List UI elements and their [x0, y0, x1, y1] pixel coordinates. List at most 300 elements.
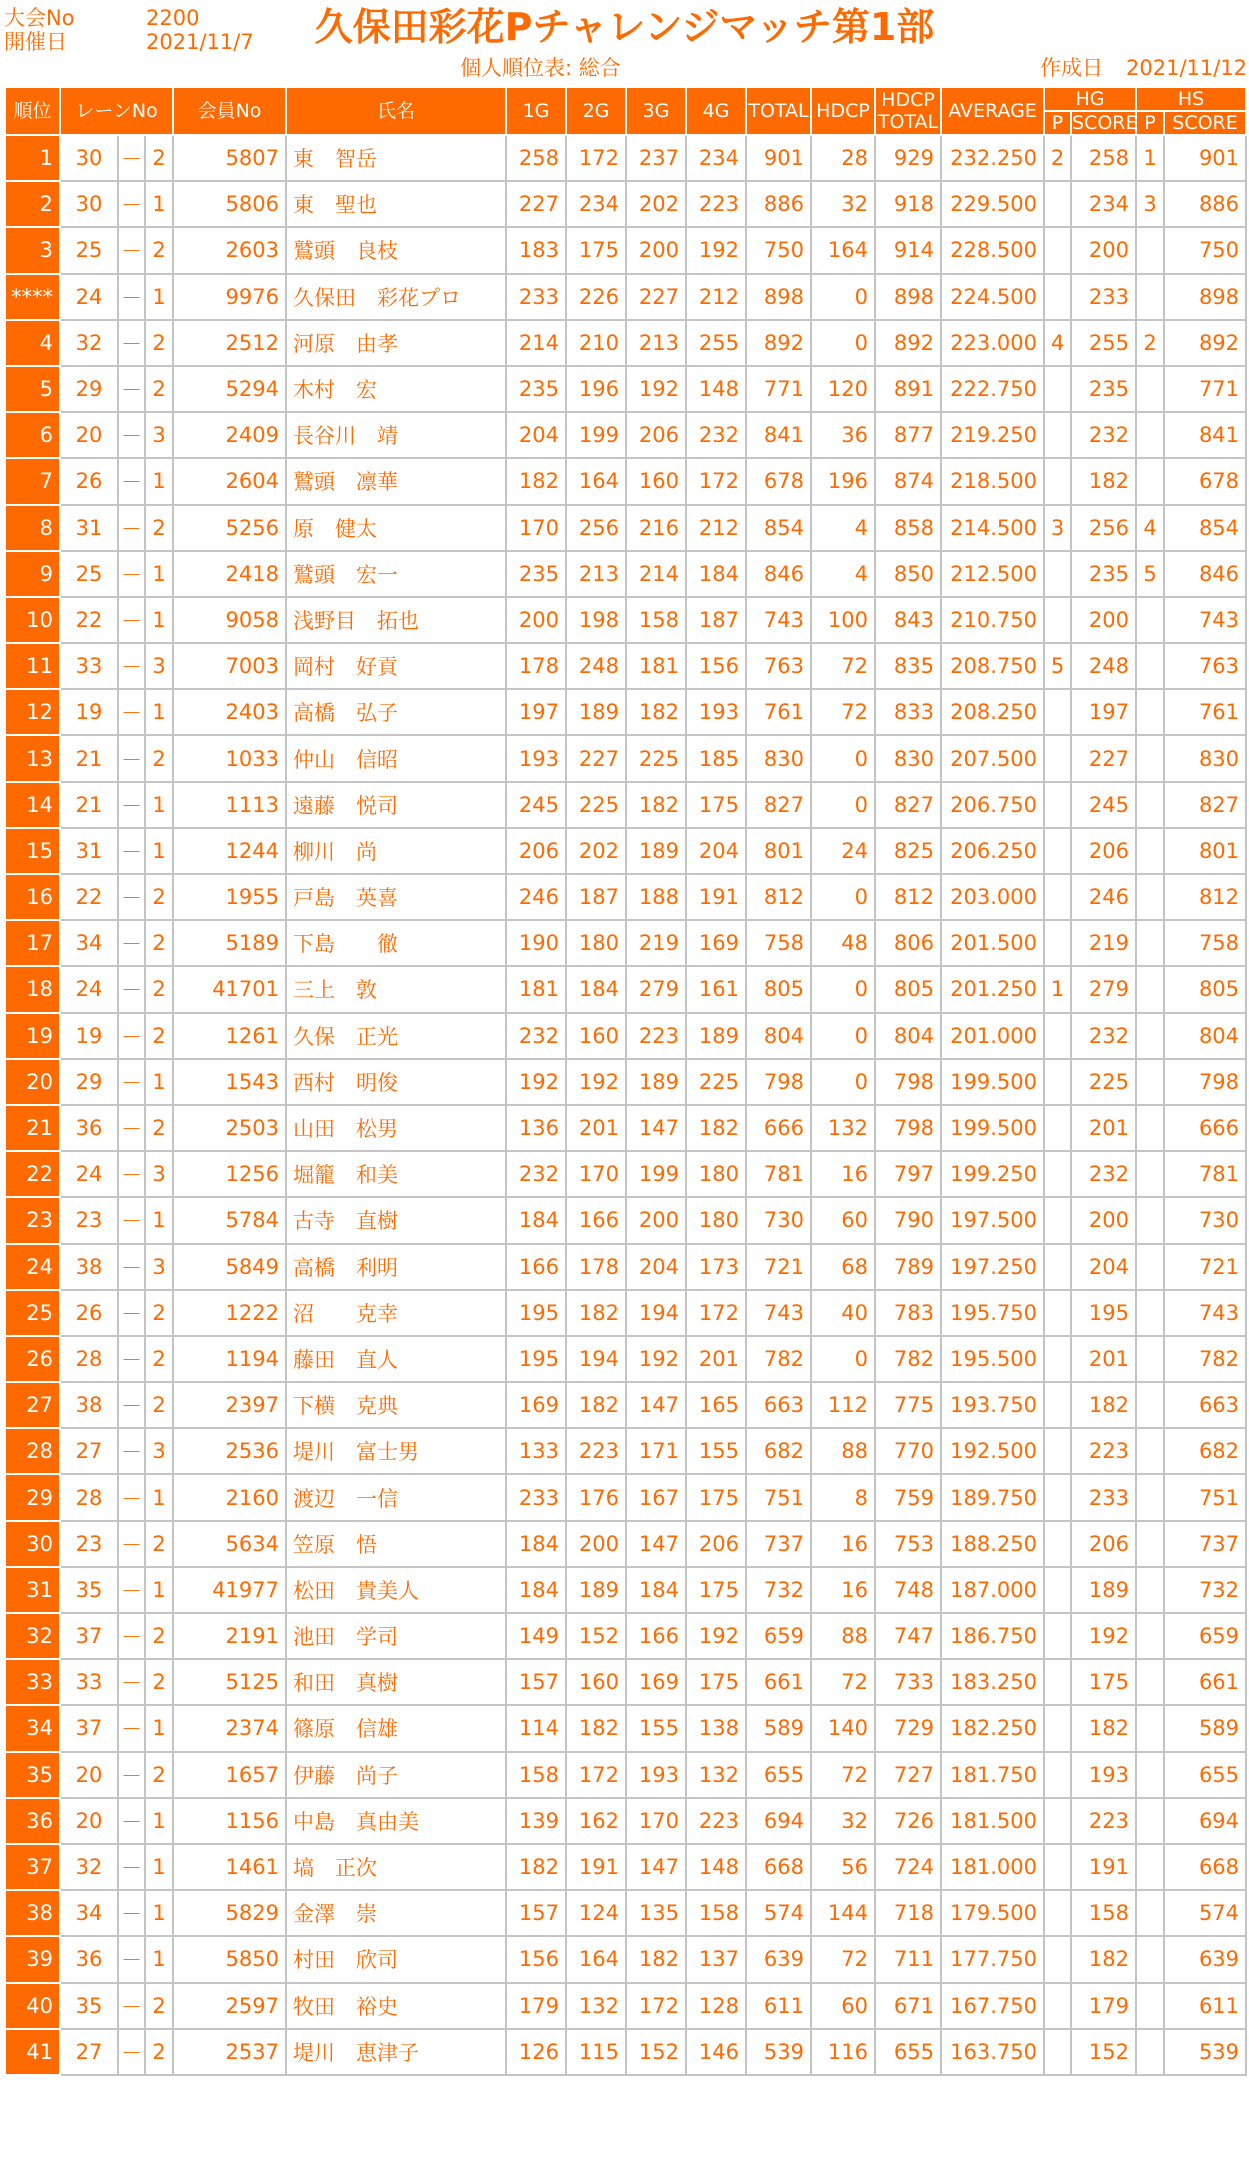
hs-score-cell: 801 [1164, 828, 1246, 874]
lane-cell: 34 [60, 920, 118, 966]
game2-cell: 194 [566, 1336, 626, 1382]
hs-score-cell: 761 [1164, 689, 1246, 735]
rank-cell: 11 [5, 643, 60, 689]
hs-score-cell: 678 [1164, 458, 1246, 504]
table-row [5, 1382, 1246, 1428]
game4-cell: 191 [686, 874, 746, 920]
average-cell: 223.000 [941, 320, 1044, 366]
game3-cell: 204 [626, 1244, 686, 1290]
col-game4: 4G [686, 87, 746, 135]
hg-place-cell [1044, 1290, 1071, 1336]
player-name-cell: 柳川 尚 [286, 828, 506, 874]
hs-score-cell: 611 [1164, 1983, 1246, 2029]
rank-cell: 23 [5, 1197, 60, 1243]
member-no-cell: 5294 [173, 366, 286, 412]
total-cell: 751 [746, 1474, 811, 1520]
total-cell: 761 [746, 689, 811, 735]
hg-place-cell [1044, 782, 1071, 828]
average-cell: 192.500 [941, 1428, 1044, 1474]
average-cell: 201.250 [941, 966, 1044, 1012]
lane-dash: － [118, 1013, 145, 1059]
average-cell: 212.500 [941, 551, 1044, 597]
rank-cell: 27 [5, 1382, 60, 1428]
hg-score-cell: 256 [1071, 505, 1136, 551]
hdcp-total-cell: 789 [875, 1244, 941, 1290]
game4-cell: 128 [686, 1983, 746, 2029]
game1-cell: 170 [506, 505, 566, 551]
rank-cell: 20 [5, 1059, 60, 1105]
lane-cell: 26 [60, 458, 118, 504]
game4-cell: 132 [686, 1752, 746, 1798]
hg-score-cell: 200 [1071, 1197, 1136, 1243]
player-name-cell: 鷲頭 凛華 [286, 458, 506, 504]
average-cell: 177.750 [941, 1936, 1044, 1982]
rank-cell: 3 [5, 227, 60, 273]
player-name-cell: 牧田 裕史 [286, 1983, 506, 2029]
member-no-cell: 1194 [173, 1336, 286, 1382]
hdcp-cell: 88 [811, 1613, 875, 1659]
hs-place-cell: 4 [1136, 505, 1164, 551]
game2-cell: 223 [566, 1428, 626, 1474]
member-no-cell: 2397 [173, 1382, 286, 1428]
hg-place-cell [1044, 1244, 1071, 1290]
rank-cell: 35 [5, 1752, 60, 1798]
average-cell: 199.250 [941, 1151, 1044, 1197]
lane-dash: － [118, 1659, 145, 1705]
average-cell: 195.750 [941, 1290, 1044, 1336]
game3-cell: 193 [626, 1752, 686, 1798]
table-row [5, 1936, 1246, 1982]
member-no-cell: 2403 [173, 689, 286, 735]
lane-cell: 23 [60, 1521, 118, 1567]
total-cell: 750 [746, 227, 811, 273]
game1-cell: 232 [506, 1151, 566, 1197]
lane-dash: － [118, 1613, 145, 1659]
table-row [5, 320, 1246, 366]
game2-cell: 182 [566, 1705, 626, 1751]
hs-place-cell [1136, 1798, 1164, 1844]
lane-dash: － [118, 1105, 145, 1151]
table-row [5, 1151, 1246, 1197]
average-cell: 222.750 [941, 366, 1044, 412]
hs-place-cell [1136, 1983, 1164, 2029]
player-name-cell: 仲山 信昭 [286, 735, 506, 781]
game3-cell: 147 [626, 1844, 686, 1890]
hs-place-cell: 2 [1136, 320, 1164, 366]
hdcp-cell: 120 [811, 366, 875, 412]
player-name-cell: 三上 敦 [286, 966, 506, 1012]
lane-dash: － [118, 135, 145, 181]
lane-dash: － [118, 320, 145, 366]
hg-place-cell [1044, 1013, 1071, 1059]
hg-place-cell [1044, 1474, 1071, 1520]
hs-place-cell: 5 [1136, 551, 1164, 597]
game4-cell: 201 [686, 1336, 746, 1382]
hdcp-cell: 72 [811, 643, 875, 689]
lane-position-cell: 1 [145, 597, 173, 643]
rank-cell: 29 [5, 1474, 60, 1520]
game4-cell: 212 [686, 274, 746, 320]
total-cell: 830 [746, 735, 811, 781]
table-row [5, 1890, 1246, 1936]
game4-cell: 156 [686, 643, 746, 689]
game1-cell: 233 [506, 274, 566, 320]
rank-cell: 41 [5, 2029, 60, 2075]
hg-score-cell: 232 [1071, 412, 1136, 458]
average-cell: 187.000 [941, 1567, 1044, 1613]
hs-place-cell [1136, 1567, 1164, 1613]
game1-cell: 200 [506, 597, 566, 643]
lane-dash: － [118, 1567, 145, 1613]
hdcp-total-cell: 858 [875, 505, 941, 551]
hg-score-cell: 235 [1071, 551, 1136, 597]
table-row [5, 1613, 1246, 1659]
total-cell: 694 [746, 1798, 811, 1844]
rank-cell: 24 [5, 1244, 60, 1290]
table-row [5, 1290, 1246, 1336]
player-name-cell: 堤川 恵津子 [286, 2029, 506, 2075]
hs-score-cell: 771 [1164, 366, 1246, 412]
game1-cell: 149 [506, 1613, 566, 1659]
hdcp-total-cell: 783 [875, 1290, 941, 1336]
hg-score-cell: 158 [1071, 1890, 1136, 1936]
hg-place-cell [1044, 689, 1071, 735]
event-no-label: 大会No [4, 6, 75, 30]
hdcp-total-cell: 770 [875, 1428, 941, 1474]
lane-cell: 28 [60, 1336, 118, 1382]
player-name-cell: 松田 貴美人 [286, 1567, 506, 1613]
hs-score-cell: 846 [1164, 551, 1246, 597]
game2-cell: 213 [566, 551, 626, 597]
game3-cell: 147 [626, 1105, 686, 1151]
lane-position-cell: 1 [145, 828, 173, 874]
game1-cell: 158 [506, 1752, 566, 1798]
game2-cell: 225 [566, 782, 626, 828]
lane-position-cell: 2 [145, 1290, 173, 1336]
hg-place-cell [1044, 1197, 1071, 1243]
total-cell: 589 [746, 1705, 811, 1751]
hdcp-total-cell: 827 [875, 782, 941, 828]
hg-score-cell: 182 [1071, 1705, 1136, 1751]
member-no-cell: 2374 [173, 1705, 286, 1751]
lane-dash: － [118, 1290, 145, 1336]
lane-position-cell: 2 [145, 1105, 173, 1151]
member-no-cell: 9976 [173, 274, 286, 320]
created-label: 作成日 [1040, 56, 1103, 80]
game2-cell: 248 [566, 643, 626, 689]
player-name-cell: 東 聖也 [286, 181, 506, 227]
hg-place-cell [1044, 274, 1071, 320]
game1-cell: 195 [506, 1290, 566, 1336]
game4-cell: 187 [686, 597, 746, 643]
hs-score-cell: 751 [1164, 1474, 1246, 1520]
rank-cell: 21 [5, 1105, 60, 1151]
hdcp-cell: 24 [811, 828, 875, 874]
col-hs-p: P [1136, 111, 1164, 135]
game3-cell: 200 [626, 227, 686, 273]
hs-score-cell: 827 [1164, 782, 1246, 828]
game3-cell: 152 [626, 2029, 686, 2075]
player-name-cell: 渡辺 一信 [286, 1474, 506, 1520]
game2-cell: 227 [566, 735, 626, 781]
hdcp-total-cell: 835 [875, 643, 941, 689]
hs-score-cell: 539 [1164, 2029, 1246, 2075]
total-cell: 841 [746, 412, 811, 458]
average-cell: 229.500 [941, 181, 1044, 227]
subtitle: 個人順位表: 総合 [460, 56, 621, 80]
game2-cell: 210 [566, 320, 626, 366]
average-cell: 199.500 [941, 1059, 1044, 1105]
member-no-cell: 1156 [173, 1798, 286, 1844]
member-no-cell: 1657 [173, 1752, 286, 1798]
hdcp-total-cell: 747 [875, 1613, 941, 1659]
average-cell: 167.750 [941, 1983, 1044, 2029]
hdcp-total-cell: 790 [875, 1197, 941, 1243]
game2-cell: 115 [566, 2029, 626, 2075]
hg-place-cell [1044, 1890, 1071, 1936]
player-name-cell: 塙 正次 [286, 1844, 506, 1890]
hdcp-total-cell: 727 [875, 1752, 941, 1798]
game4-cell: 189 [686, 1013, 746, 1059]
hdcp-cell: 32 [811, 181, 875, 227]
hg-score-cell: 223 [1071, 1798, 1136, 1844]
total-cell: 846 [746, 551, 811, 597]
lane-position-cell: 2 [145, 2029, 173, 2075]
game4-cell: 182 [686, 1105, 746, 1151]
lane-cell: 27 [60, 2029, 118, 2075]
hdcp-total-cell: 729 [875, 1705, 941, 1751]
rank-cell: 13 [5, 735, 60, 781]
hs-place-cell [1136, 735, 1164, 781]
game1-cell: 245 [506, 782, 566, 828]
table-row [5, 505, 1246, 551]
total-cell: 737 [746, 1521, 811, 1567]
total-cell: 798 [746, 1059, 811, 1105]
member-no-cell: 2191 [173, 1613, 286, 1659]
hg-score-cell: 232 [1071, 1151, 1136, 1197]
table-row [5, 1059, 1246, 1105]
game1-cell: 181 [506, 966, 566, 1012]
game2-cell: 182 [566, 1290, 626, 1336]
hs-place-cell [1136, 1197, 1164, 1243]
hdcp-total-cell: 874 [875, 458, 941, 504]
game2-cell: 132 [566, 1983, 626, 2029]
player-name-cell: 古寺 直樹 [286, 1197, 506, 1243]
total-cell: 682 [746, 1428, 811, 1474]
lane-dash: － [118, 1197, 145, 1243]
hdcp-total-cell: 797 [875, 1151, 941, 1197]
game2-cell: 160 [566, 1013, 626, 1059]
game4-cell: 137 [686, 1936, 746, 1982]
lane-position-cell: 2 [145, 135, 173, 181]
game3-cell: 189 [626, 828, 686, 874]
rank-cell: 1 [5, 135, 60, 181]
col-name: 氏名 [286, 87, 506, 135]
game1-cell: 195 [506, 1336, 566, 1382]
hs-score-cell: 782 [1164, 1336, 1246, 1382]
game2-cell: 162 [566, 1798, 626, 1844]
hg-place-cell [1044, 181, 1071, 227]
game4-cell: 192 [686, 1613, 746, 1659]
total-cell: 898 [746, 274, 811, 320]
hg-place-cell [1044, 1844, 1071, 1890]
table-row [5, 2029, 1246, 2075]
hs-score-cell: 659 [1164, 1613, 1246, 1659]
game2-cell: 172 [566, 1752, 626, 1798]
hdcp-cell: 40 [811, 1290, 875, 1336]
hs-score-cell: 639 [1164, 1936, 1246, 1982]
game3-cell: 223 [626, 1013, 686, 1059]
hdcp-cell: 16 [811, 1151, 875, 1197]
hdcp-total-cell: 891 [875, 366, 941, 412]
hs-place-cell [1136, 1890, 1164, 1936]
lane-position-cell: 2 [145, 505, 173, 551]
hdcp-total-cell: 929 [875, 135, 941, 181]
hg-score-cell: 152 [1071, 2029, 1136, 2075]
total-cell: 758 [746, 920, 811, 966]
hs-score-cell: 758 [1164, 920, 1246, 966]
hg-score-cell: 279 [1071, 966, 1136, 1012]
hs-place-cell [1136, 1013, 1164, 1059]
lane-position-cell: 2 [145, 874, 173, 920]
total-cell: 805 [746, 966, 811, 1012]
hdcp-total-cell: 759 [875, 1474, 941, 1520]
average-cell: 201.500 [941, 920, 1044, 966]
hdcp-total-cell: 724 [875, 1844, 941, 1890]
game2-cell: 172 [566, 135, 626, 181]
lane-dash: － [118, 689, 145, 735]
hs-place-cell [1136, 1659, 1164, 1705]
hg-place-cell [1044, 828, 1071, 874]
game3-cell: 171 [626, 1428, 686, 1474]
rank-cell: 22 [5, 1151, 60, 1197]
member-no-cell: 2603 [173, 227, 286, 273]
game3-cell: 167 [626, 1474, 686, 1520]
player-name-cell: 戸島 英喜 [286, 874, 506, 920]
hdcp-cell: 100 [811, 597, 875, 643]
game4-cell: 180 [686, 1151, 746, 1197]
hdcp-cell: 0 [811, 782, 875, 828]
game1-cell: 192 [506, 1059, 566, 1105]
rank-cell: 31 [5, 1567, 60, 1613]
col-hg-p: P [1044, 111, 1071, 135]
member-no-cell: 2536 [173, 1428, 286, 1474]
lane-dash: － [118, 782, 145, 828]
page-title: 久保田彩花Pチャレンジマッチ第1部 [314, 5, 935, 49]
total-cell: 743 [746, 1290, 811, 1336]
table-row [5, 1983, 1246, 2029]
lane-position-cell: 1 [145, 551, 173, 597]
lane-dash: － [118, 505, 145, 551]
total-cell: 678 [746, 458, 811, 504]
hs-place-cell [1136, 1336, 1164, 1382]
player-name-cell: 河原 由孝 [286, 320, 506, 366]
hg-place-cell [1044, 1105, 1071, 1151]
hdcp-cell: 32 [811, 1798, 875, 1844]
hs-place-cell [1136, 643, 1164, 689]
player-name-cell: 村田 欣司 [286, 1936, 506, 1982]
table-row [5, 1336, 1246, 1382]
lane-position-cell: 1 [145, 458, 173, 504]
rank-cell: 4 [5, 320, 60, 366]
hdcp-cell: 0 [811, 874, 875, 920]
hg-score-cell: 201 [1071, 1336, 1136, 1382]
lane-cell: 31 [60, 828, 118, 874]
average-cell: 208.750 [941, 643, 1044, 689]
member-no-cell: 2160 [173, 1474, 286, 1520]
hdcp-total-cell: 798 [875, 1105, 941, 1151]
hs-score-cell: 781 [1164, 1151, 1246, 1197]
hs-score-cell: 682 [1164, 1428, 1246, 1474]
game3-cell: 200 [626, 1197, 686, 1243]
hdcp-cell: 72 [811, 1752, 875, 1798]
average-cell: 193.750 [941, 1382, 1044, 1428]
hdcp-cell: 112 [811, 1382, 875, 1428]
lane-position-cell: 2 [145, 1336, 173, 1382]
table-row [5, 1567, 1246, 1613]
game2-cell: 199 [566, 412, 626, 458]
total-cell: 611 [746, 1983, 811, 2029]
lane-position-cell: 2 [145, 366, 173, 412]
hdcp-total-cell: 718 [875, 1890, 941, 1936]
game1-cell: 179 [506, 1983, 566, 2029]
game3-cell: 192 [626, 1336, 686, 1382]
hdcp-cell: 116 [811, 2029, 875, 2075]
hdcp-cell: 0 [811, 1336, 875, 1382]
average-cell: 181.750 [941, 1752, 1044, 1798]
rank-cell: 9 [5, 551, 60, 597]
hdcp-cell: 140 [811, 1705, 875, 1751]
hdcp-total-cell: 825 [875, 828, 941, 874]
game3-cell: 182 [626, 782, 686, 828]
hs-place-cell: 1 [1136, 135, 1164, 181]
lane-position-cell: 1 [145, 181, 173, 227]
lane-dash: － [118, 1798, 145, 1844]
hg-place-cell [1044, 1936, 1071, 1982]
lane-dash: － [118, 966, 145, 1012]
hdcp-cell: 88 [811, 1428, 875, 1474]
standings-table [4, 86, 1247, 2076]
hs-place-cell [1136, 1474, 1164, 1520]
rank-cell: 33 [5, 1659, 60, 1705]
total-cell: 886 [746, 181, 811, 227]
hg-place-cell [1044, 458, 1071, 504]
game2-cell: 187 [566, 874, 626, 920]
player-name-cell: 岡村 好貢 [286, 643, 506, 689]
rank-cell: 10 [5, 597, 60, 643]
table-row [5, 643, 1246, 689]
hs-place-cell [1136, 1151, 1164, 1197]
hg-score-cell: 179 [1071, 1983, 1136, 2029]
game4-cell: 225 [686, 1059, 746, 1105]
lane-cell: 33 [60, 643, 118, 689]
hdcp-total-cell: 830 [875, 735, 941, 781]
average-cell: 188.250 [941, 1521, 1044, 1567]
hdcp-total-cell: 892 [875, 320, 941, 366]
hs-place-cell [1136, 1244, 1164, 1290]
total-cell: 901 [746, 135, 811, 181]
lane-dash: － [118, 412, 145, 458]
lane-dash: － [118, 227, 145, 273]
lane-cell: 30 [60, 181, 118, 227]
total-cell: 827 [746, 782, 811, 828]
lane-cell: 24 [60, 966, 118, 1012]
lane-position-cell: 1 [145, 1197, 173, 1243]
average-cell: 208.250 [941, 689, 1044, 735]
total-cell: 771 [746, 366, 811, 412]
lane-cell: 21 [60, 735, 118, 781]
game4-cell: 192 [686, 227, 746, 273]
